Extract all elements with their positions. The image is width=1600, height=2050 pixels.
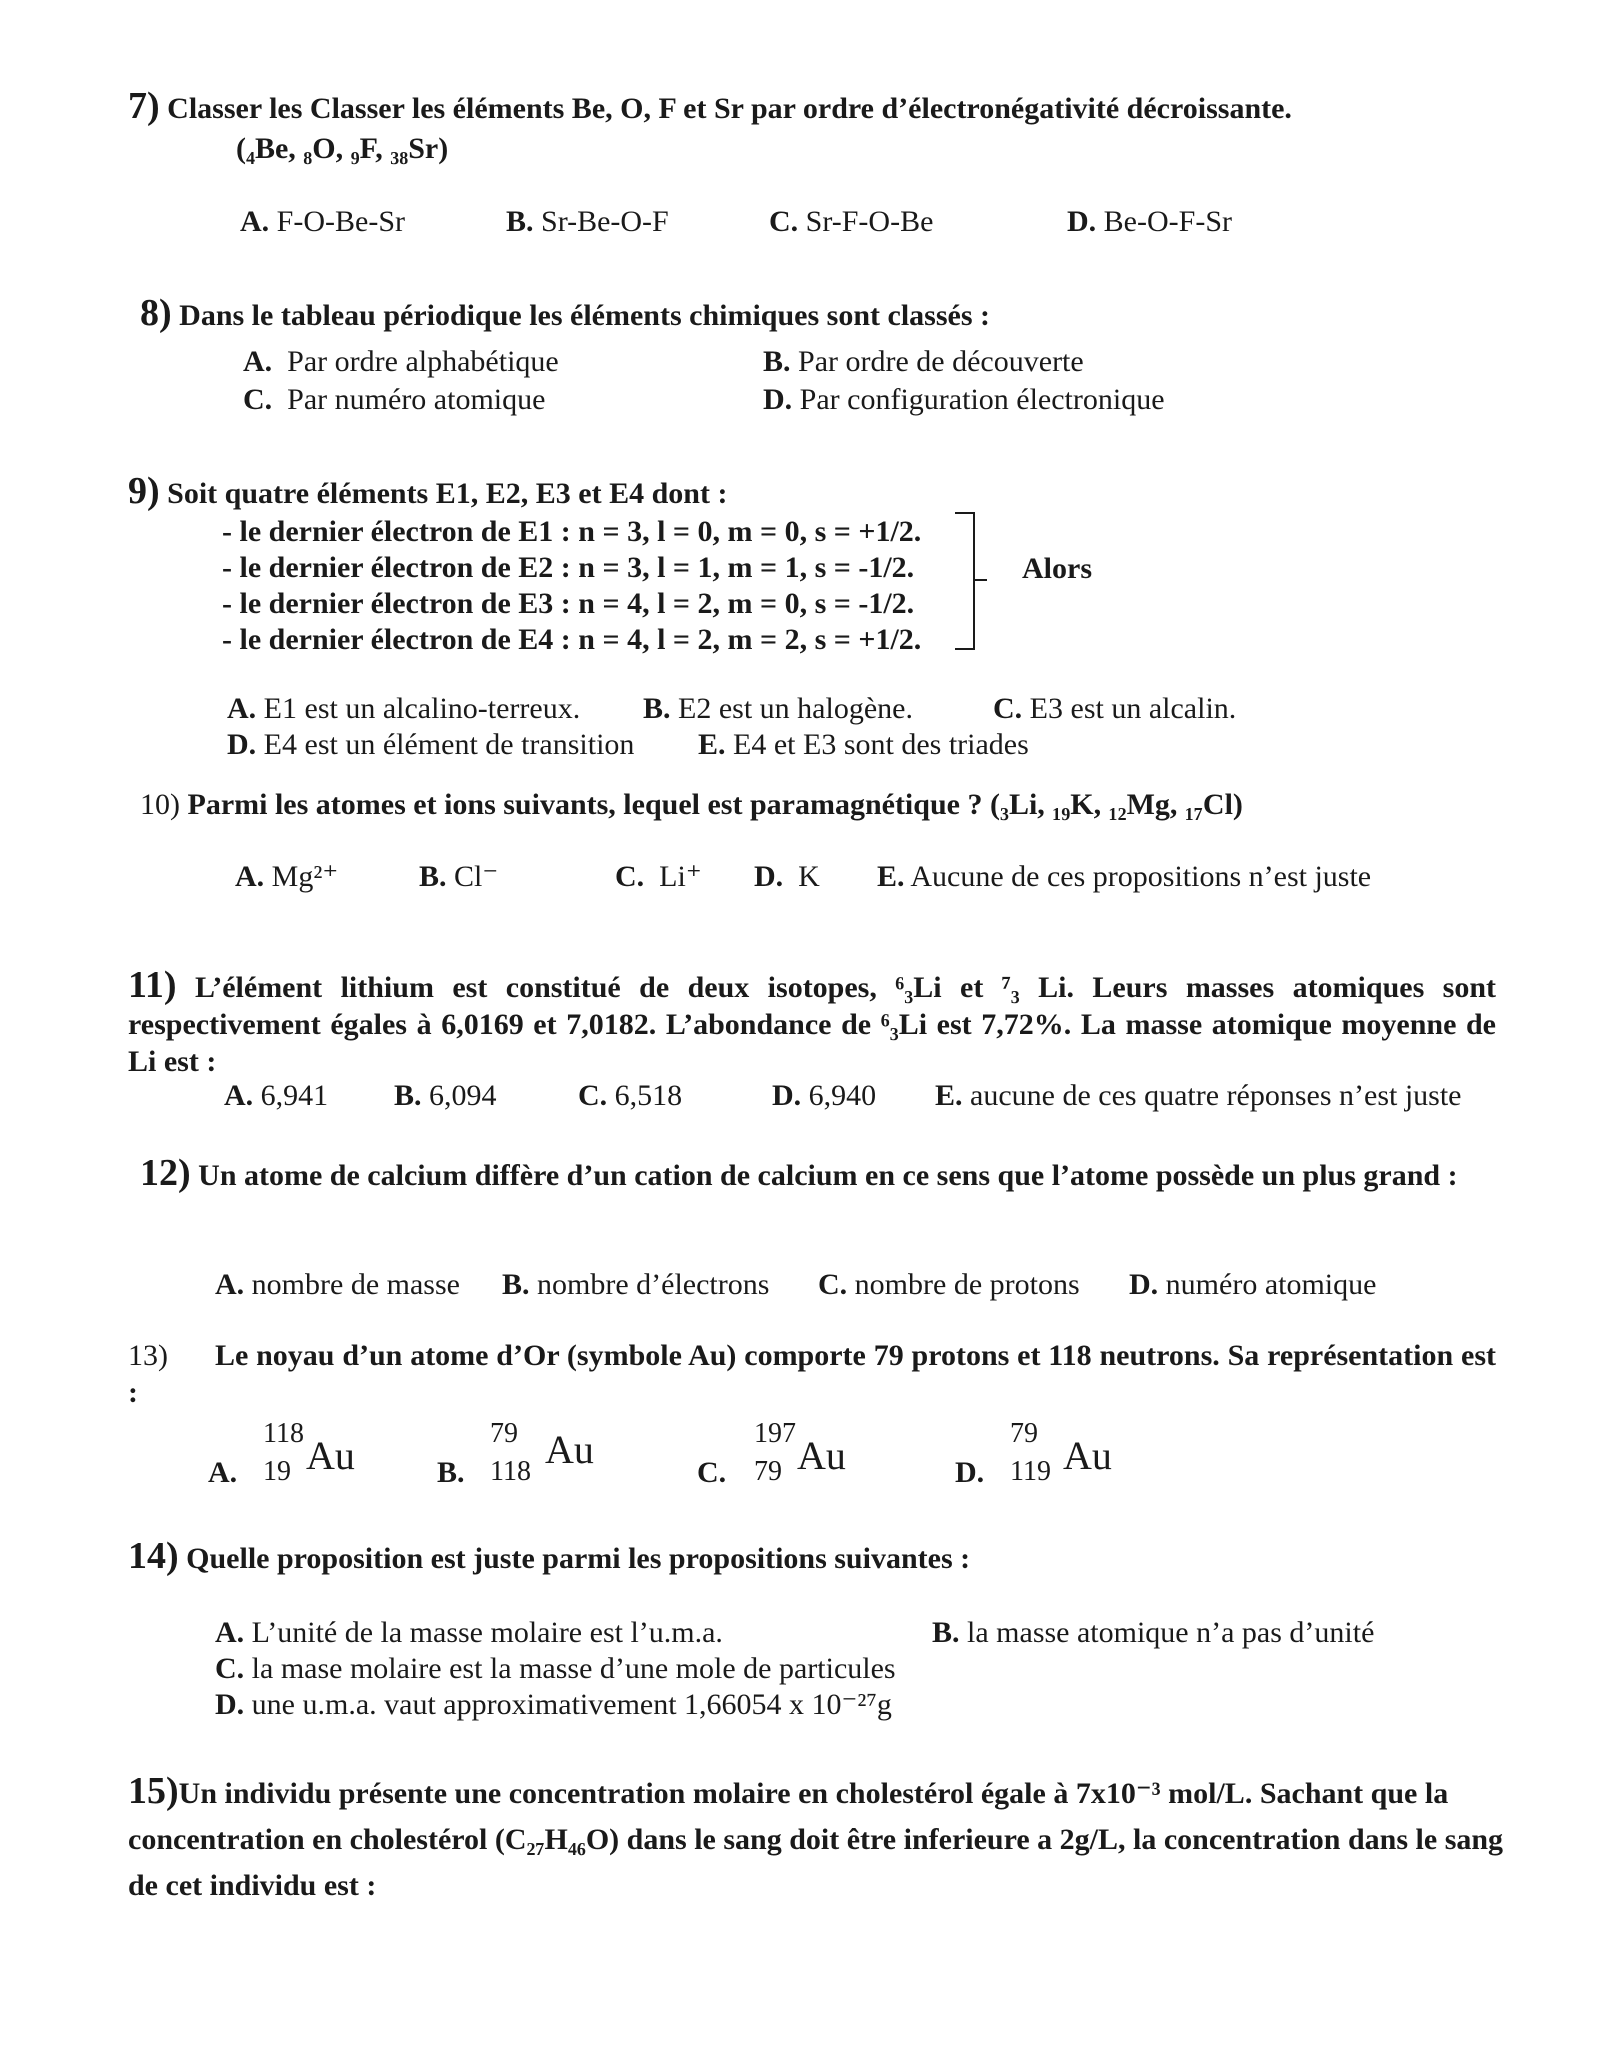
option-letter: E. <box>698 728 726 761</box>
option-a[interactable] <box>227 690 580 728</box>
option-c[interactable] <box>215 1650 896 1688</box>
atomic-number: 19 <box>263 1456 291 1487</box>
question-14 <box>128 1535 1508 1577</box>
option-text: K <box>798 860 820 893</box>
option-b[interactable] <box>419 858 498 896</box>
option-b[interactable] <box>643 690 913 728</box>
question-11 <box>128 964 1497 1080</box>
question-text: Parmi les atomes et ions suivants, lequel est paramagnétique ? (₃Li, ₁₉K, ₁₂Mg, ₁₇Cl) <box>187 788 1243 821</box>
option-letter: E. <box>877 860 905 893</box>
option-d[interactable] <box>763 381 1165 419</box>
option-text: E4 et E3 sont des triades <box>733 728 1029 761</box>
option-letter: A. <box>235 860 265 893</box>
option-letter: C. <box>697 1456 727 1489</box>
option-letter: C. <box>818 1268 848 1301</box>
question-number: 8) <box>140 292 172 334</box>
element-symbol: Au <box>545 1427 594 1472</box>
question-text: Classer les Classer les éléments Be, O, F et Sr par ordre d’électronégativité décroissante. <box>167 92 1292 125</box>
question-text: Un atome de calcium diffère d’un cation de calcium en ce sens que l’atome possède un plus grand : <box>198 1159 1458 1192</box>
option-d[interactable] <box>227 726 634 764</box>
atomic-number: 79 <box>754 1456 782 1487</box>
option-letter: A. <box>227 692 257 725</box>
option-c[interactable] <box>818 1266 1080 1304</box>
option-letter: D. <box>772 1079 802 1112</box>
question-text: Un individu présente une concentration molaire en cholestérol égale à 7x10⁻³ mol/L. Sachant que la concentration en cholestérol (C₂₇H₄₆O) dans le sang doit être inferieure a 2g/L, la concentration dans le sang de cet individu est : <box>128 1777 1504 1902</box>
question-8 <box>140 292 1520 334</box>
electron-line-1: - le dernier électron de E1 : n = 3, l = 0, m = 0, s = +1/2. <box>222 515 922 548</box>
option-text: E4 est un élément de transition <box>263 728 635 761</box>
option-text: 6,941 <box>260 1079 329 1112</box>
option-a[interactable] <box>224 1077 328 1115</box>
option-letter: D. <box>763 383 793 416</box>
mass-number: 79 <box>1010 1418 1038 1449</box>
option-c[interactable] <box>243 381 545 419</box>
option-letter: C. <box>993 692 1023 725</box>
option-text: F-O-Be-Sr <box>276 205 405 238</box>
option-c[interactable] <box>697 1418 857 1498</box>
electron-line-3: - le dernier électron de E3 : n = 4, l = 2, m = 0, s = -1/2. <box>222 587 915 620</box>
question-text: Dans le tableau périodique les éléments chimiques sont classés : <box>179 299 990 332</box>
option-b[interactable] <box>502 1266 769 1304</box>
option-text: Sr-F-O-Be <box>805 205 934 238</box>
option-letter: A. <box>215 1268 245 1301</box>
option-text: Par numéro atomique <box>287 383 546 416</box>
option-text: la mase molaire est la masse d’une mole de particules <box>251 1652 896 1685</box>
option-letter: C. <box>769 205 799 238</box>
mass-number: 197 <box>754 1418 796 1449</box>
atomic-number: 118 <box>490 1456 531 1487</box>
option-letter: B. <box>643 692 671 725</box>
option-text: L’unité de la masse molaire est l’u.m.a. <box>251 1616 723 1649</box>
question-number: 15) <box>128 1770 179 1812</box>
option-c[interactable] <box>615 858 702 896</box>
option-text: E1 est un alcalino-terreux. <box>263 692 581 725</box>
mass-number: 79 <box>490 1418 518 1449</box>
option-text: Aucune de ces propositions n’est juste <box>910 860 1372 893</box>
option-text: Cl⁻ <box>454 860 499 893</box>
option-text: Mg²⁺ <box>271 860 339 893</box>
option-letter: B. <box>763 345 791 378</box>
option-e[interactable] <box>877 858 1371 896</box>
option-text: Li⁺ <box>659 860 702 893</box>
option-text: une u.m.a. vaut approximativement 1,66054 x 10⁻²⁷g <box>251 1688 892 1721</box>
option-letter: B. <box>419 860 447 893</box>
question-text: Quelle proposition est juste parmi les propositions suivantes : <box>186 1542 971 1575</box>
option-text: nombre de protons <box>854 1268 1080 1301</box>
option-text: nombre de masse <box>251 1268 460 1301</box>
element-symbol: Au <box>1063 1433 1112 1478</box>
option-d[interactable] <box>215 1686 892 1724</box>
option-c[interactable] <box>578 1077 682 1115</box>
option-letter: C. <box>243 383 273 416</box>
option-text: Par ordre alphabétique <box>287 345 559 378</box>
element-list: (₄Be, ₈O, ₉F, ₃₈Sr) <box>236 132 449 165</box>
bracket-tick <box>973 579 987 581</box>
option-letter: B. <box>506 205 534 238</box>
electron-line-2: - le dernier électron de E2 : n = 3, l = 1, m = 1, s = -1/2. <box>222 551 915 584</box>
option-a[interactable] <box>208 1418 368 1498</box>
option-a[interactable] <box>243 343 559 381</box>
question-number: 14) <box>128 1535 179 1577</box>
option-d[interactable] <box>754 858 820 896</box>
question-7 <box>128 85 1508 127</box>
option-a[interactable] <box>215 1266 460 1304</box>
question-15 <box>128 1768 1508 1909</box>
option-letter: B. <box>932 1616 960 1649</box>
option-letter: C. <box>615 860 645 893</box>
option-letter: B. <box>394 1079 422 1112</box>
option-e[interactable] <box>935 1077 1462 1115</box>
element-symbol: Au <box>797 1433 846 1478</box>
right-bracket <box>955 512 975 650</box>
atomic-number: 119 <box>1010 1456 1051 1487</box>
mass-number: 118 <box>263 1418 304 1449</box>
option-d[interactable] <box>772 1077 876 1115</box>
option-text: 6,518 <box>614 1079 683 1112</box>
option-text: la masse atomique n’a pas d’unité <box>967 1616 1375 1649</box>
option-d[interactable] <box>1129 1266 1376 1304</box>
option-text: Par ordre de découverte <box>798 345 1084 378</box>
question-number: 11) <box>128 964 177 1006</box>
option-text: 6,940 <box>808 1079 877 1112</box>
option-text: Par configuration électronique <box>799 383 1165 416</box>
option-letter: D. <box>1067 205 1097 238</box>
then-label: Alors <box>1022 552 1092 585</box>
option-a[interactable] <box>215 1614 723 1652</box>
question-number: 9) <box>128 470 160 512</box>
question-number: 12) <box>140 1152 191 1194</box>
option-d[interactable] <box>955 1418 1125 1498</box>
question-text: Soit quatre éléments E1, E2, E3 et E4 dont : <box>167 477 728 510</box>
option-letter: C. <box>578 1079 608 1112</box>
option-text: 6,094 <box>429 1079 497 1112</box>
question-10 <box>140 786 1540 823</box>
option-text: E3 est un alcalin. <box>1029 692 1237 725</box>
option-letter: D. <box>754 860 784 893</box>
option-letter: A. <box>215 1616 245 1649</box>
option-text: Sr-Be-O-F <box>541 205 669 238</box>
question-9 <box>128 470 1508 512</box>
option-b[interactable] <box>437 1418 607 1498</box>
question-13 <box>128 1337 1496 1411</box>
option-b[interactable] <box>394 1077 497 1115</box>
element-symbol: Au <box>306 1433 355 1478</box>
option-a[interactable] <box>240 203 405 241</box>
question-text: Le noyau d’un atome d’Or (symbole Au) comporte 79 protons et 118 neutrons. Sa représentation est : <box>128 1339 1496 1409</box>
option-letter: D. <box>955 1456 985 1489</box>
option-c[interactable] <box>993 690 1236 728</box>
option-letter: D. <box>215 1688 245 1721</box>
option-letter: B. <box>437 1456 465 1489</box>
option-b[interactable] <box>763 343 1084 381</box>
question-text: L’élément lithium est constitué de deux isotopes, ⁶₃Li et ⁷₃ Li. Leurs masses atomiques sont respectivement égales à 6,0169 et 7,0182. L’abondance de ⁶₃Li est 7,72%. La masse atomique moyenne de Li est : <box>128 971 1497 1078</box>
option-text: numéro atomique <box>1165 1268 1377 1301</box>
option-a[interactable] <box>235 858 338 896</box>
electron-line-4: - le dernier électron de E4 : n = 4, l = 2, m = 2, s = +1/2. <box>222 623 922 656</box>
option-letter: B. <box>502 1268 530 1301</box>
option-text: aucune de ces quatre réponses n’est juste <box>970 1079 1462 1112</box>
option-e[interactable] <box>698 726 1029 764</box>
option-letter: D. <box>1129 1268 1159 1301</box>
option-letter: D. <box>227 728 257 761</box>
option-d[interactable] <box>1067 203 1232 241</box>
option-text: Be-O-F-Sr <box>1103 205 1232 238</box>
option-letter: A. <box>240 205 270 238</box>
question-12 <box>140 1152 1496 1194</box>
option-letter: E. <box>935 1079 963 1112</box>
option-letter: A. <box>224 1079 254 1112</box>
question-number: 10) <box>140 788 180 821</box>
option-b[interactable] <box>932 1614 1374 1652</box>
option-letter: C. <box>215 1652 245 1685</box>
option-text: E2 est un halogène. <box>678 692 913 725</box>
option-text: nombre d’électrons <box>537 1268 770 1301</box>
option-letter: A. <box>243 345 273 378</box>
option-letter: A. <box>208 1456 238 1489</box>
option-c[interactable] <box>769 203 933 241</box>
option-b[interactable] <box>506 203 669 241</box>
question-number: 7) <box>128 85 160 127</box>
question-number: 13) <box>128 1339 168 1372</box>
